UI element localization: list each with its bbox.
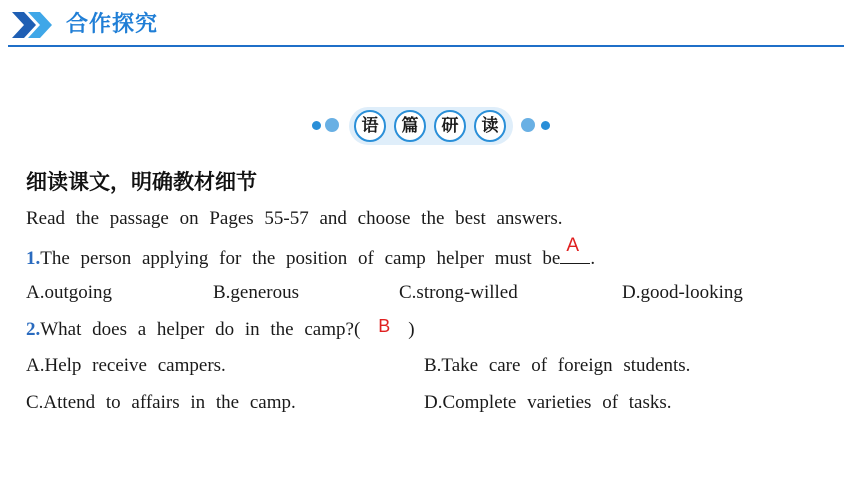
question-number: 2. [26, 319, 41, 340]
option-b[interactable]: B.Take care of foreign students. [424, 355, 691, 376]
badge-char: 研 [434, 110, 466, 142]
question-1 [26, 235, 596, 271]
question-2 [26, 317, 415, 342]
question-text: The person applying for the position of camp helper must be [40, 248, 561, 269]
double-chevron-icon [10, 10, 58, 40]
badge-dot [541, 121, 550, 130]
header-title: 合作探究 [66, 12, 159, 37]
badge-dot [312, 121, 321, 130]
badge-char: 语 [354, 110, 386, 142]
question-number: 1. [26, 248, 41, 269]
badge-char: 读 [474, 110, 506, 142]
header-divider [8, 45, 844, 47]
answer-mark[interactable]: B [378, 316, 391, 336]
option-c[interactable]: C.strong-willed [399, 282, 518, 303]
answer-mark: A [566, 235, 580, 256]
option-d[interactable]: D.Complete varieties of tasks. [424, 392, 672, 413]
option-a[interactable]: A.Help receive campers. [26, 355, 226, 376]
badge-char: 篇 [394, 110, 426, 142]
question-text-end: . [590, 248, 596, 269]
question-text-end: ) [408, 319, 415, 340]
instruction-text: Read the passage on Pages 55-57 and choose the best answers. [26, 208, 563, 229]
option-c[interactable]: C.Attend to affairs in the camp. [26, 392, 296, 413]
option-d[interactable]: D.good-looking [622, 282, 743, 303]
option-b[interactable]: B.generous [213, 282, 300, 303]
badge-dot [521, 118, 535, 132]
section-heading: 细读课文，明确教材细节 [26, 170, 257, 194]
option-a[interactable]: A.outgoing [26, 282, 113, 303]
section-badge [308, 104, 554, 148]
answer-blank[interactable] [560, 235, 590, 264]
badge-dot [325, 118, 339, 132]
question-text: What does a helper do in the camp?( [40, 319, 361, 340]
